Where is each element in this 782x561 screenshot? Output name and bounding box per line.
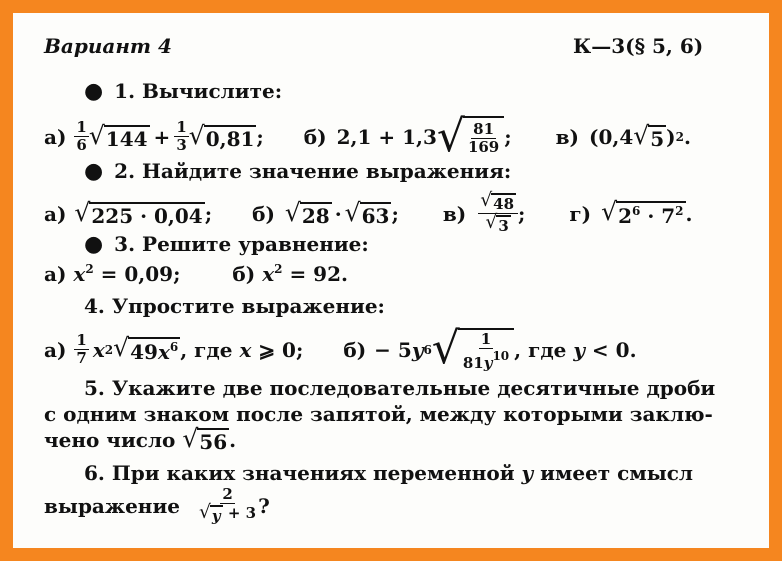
task-4-heading: [84, 296, 385, 316]
item-label: б): [232, 262, 256, 286]
square-root: √ $2^6 \cdot 7^2$: [601, 197, 684, 228]
item-label: в): [555, 124, 579, 149]
task-title: Решите уравнение:: [142, 232, 369, 256]
task-number: 3.: [114, 232, 136, 256]
task-1-heading: [84, 80, 282, 102]
task-number: 6.: [84, 461, 105, 485]
task-number: 2.: [114, 159, 136, 183]
task-3-heading: [84, 233, 369, 255]
task-3-row: а) $x^2 = 0,09$; б) $x^2 = 92$.: [44, 262, 348, 286]
square-root: √ $49x^6$: [113, 333, 179, 364]
item-label: б): [303, 124, 327, 149]
square-root: √ 28: [284, 197, 330, 228]
square-root: √ 144: [88, 120, 148, 151]
task-text: Укажите две последовательные десятичные дроби: [111, 376, 716, 400]
item-label: в): [442, 201, 467, 226]
fraction: $\frac{1}{6}$: [76, 118, 87, 155]
work-code: К—3(§ 5, 6): [573, 34, 704, 58]
item-label: а): [44, 124, 67, 149]
task-number: 5.: [84, 376, 105, 400]
task-title: Найдите значение выражения:: [142, 159, 512, 183]
square-root: √ $\frac{81}{169}$: [437, 116, 504, 158]
task-6-line-2: выражение 2 √ y + 3 ?: [44, 485, 270, 525]
bullet-icon: ●: [84, 158, 104, 184]
task-5-line-2: с одним знаком после запятой, между которыми заклю-: [44, 402, 713, 426]
square-root: √ 0,81: [188, 120, 255, 151]
item-label: б): [343, 337, 367, 362]
task-2-row: а) √ 225 · 0,04 ; б) √ 28 · √ 63 ; в) √ 48 √ 3 ; г) √ $2^6 \cdot 7^2$ .: [44, 190, 693, 235]
fraction: √ 48 √ 3: [478, 193, 518, 234]
item-label: а): [44, 262, 67, 286]
item-label: г): [569, 201, 592, 226]
item-label: а): [44, 201, 67, 226]
square-root: √ 5: [633, 120, 665, 151]
fraction: 2 √ y + 3: [198, 485, 257, 525]
square-root: √ 225 · 0,04: [74, 197, 203, 228]
fraction: $\frac{1}{3}$: [176, 118, 187, 155]
item-label: а): [44, 337, 67, 362]
variant-title: Вариант 4: [44, 34, 172, 58]
task-title: Вычислите:: [142, 79, 283, 103]
bullet-icon: ●: [84, 231, 104, 257]
task-4-row: а) $\frac{1}{7}$ x 2 √ $49x^6$ , где x ⩾ 0; б) − 5 y 6 √ $\frac{1}{81y^{10}}$ , где y < 0.: [44, 323, 637, 374]
item-label: б): [252, 201, 275, 226]
fraction: $\frac{1}{81y^{10}}$: [462, 330, 510, 372]
task-6-line-1: 6. При каких значениях переменной y имеет смысл: [84, 461, 694, 485]
task-number: 1.: [114, 79, 136, 103]
fraction: $\frac{81}{169}$: [467, 120, 500, 157]
bullet-icon: ●: [84, 78, 104, 104]
square-root: √ $\frac{1}{81y^{10}}$: [432, 328, 514, 371]
square-root: √ 56: [182, 424, 228, 454]
task-1-row: а) $\frac{1}{6}$ √ 144 + $\frac{1}{3}$ √ 0,81 ; б) 2,1 + 1,3 √ $\frac{81}{169}$ ; в) (0,4 √ 5 ) 2 .: [44, 111, 691, 162]
task-5-line-1: [84, 378, 715, 398]
task-title: Упростите выражение:: [111, 294, 385, 318]
task-5-line-3: чено число √ 56 .: [44, 424, 237, 454]
task-number: 4.: [84, 294, 105, 318]
square-root: √ 63: [344, 197, 390, 228]
task-2-heading: [84, 160, 511, 182]
fraction: $\frac{1}{7}$: [76, 331, 87, 367]
